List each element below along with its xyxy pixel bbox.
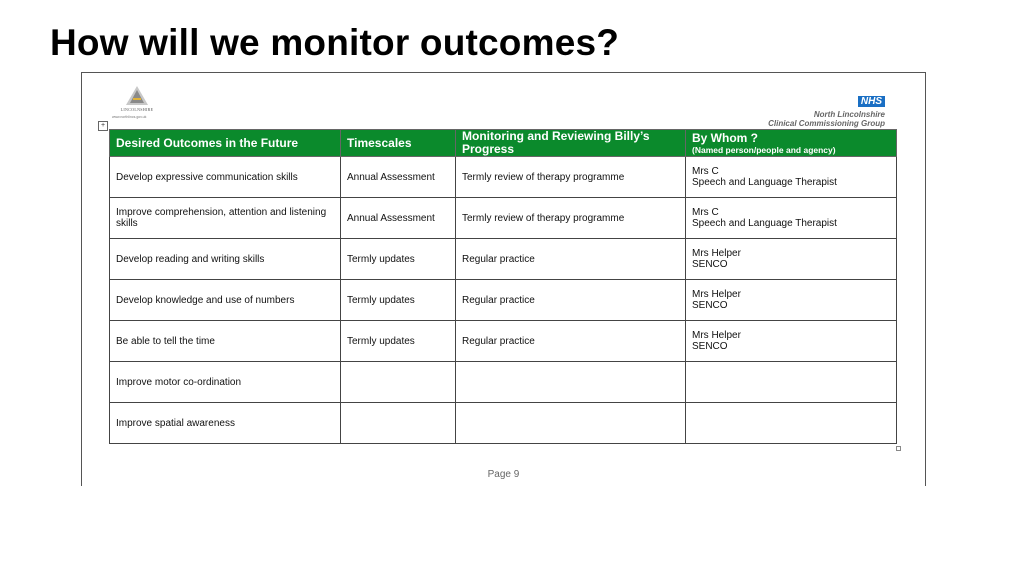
timescale-cell: Termly updates [341, 321, 456, 362]
council-logo-url: www.northlincs.gov.uk [112, 115, 147, 119]
outcome-cell: Improve comprehension, attention and listening skills [110, 198, 341, 239]
nhs-logo [768, 91, 885, 128]
header-monitoring: Monitoring and Reviewing Billy’s Progress [456, 130, 686, 157]
table-row [110, 198, 897, 239]
timescale-cell: Termly updates [341, 239, 456, 280]
header-outcomes: Desired Outcomes in the Future [110, 130, 341, 157]
monitoring-cell [456, 403, 686, 444]
table-row [110, 280, 897, 321]
table-row [110, 239, 897, 280]
by-whom-person: Mrs C [692, 166, 719, 177]
by-whom-cell [686, 239, 897, 280]
outcome-cell: Develop expressive communication skills [110, 157, 341, 198]
by-whom-cell [686, 321, 897, 362]
timescale-cell: Annual Assessment [341, 157, 456, 198]
monitoring-cell: Regular practice [456, 321, 686, 362]
mountain-logo-icon [124, 85, 150, 107]
outcome-cell: Improve spatial awareness [110, 403, 341, 444]
by-whom-cell [686, 157, 897, 198]
timescale-cell: Annual Assessment [341, 198, 456, 239]
by-whom-person: Mrs Helper [692, 289, 741, 300]
council-logo-name: LINCOLNSHIRE [120, 107, 154, 112]
monitoring-cell: Termly review of therapy programme [456, 198, 686, 239]
by-whom-agency: SENCO [692, 341, 728, 352]
table-row [110, 403, 897, 444]
header-by-whom [686, 130, 897, 157]
by-whom-person: Mrs Helper [692, 330, 741, 341]
timescale-cell [341, 362, 456, 403]
by-whom-agency: Speech and Language Therapist [692, 177, 837, 188]
by-whom-agency: Speech and Language Therapist [692, 218, 837, 229]
outcomes-table [109, 129, 897, 444]
by-whom-agency: SENCO [692, 300, 728, 311]
nhs-badge: NHS [858, 96, 885, 107]
by-whom-cell [686, 362, 897, 403]
by-whom-cell [686, 403, 897, 444]
council-logo [112, 85, 162, 121]
header-by-whom-sub: (Named person/people and agency) [692, 144, 836, 155]
header-timescales: Timescales [341, 130, 456, 157]
document-page [81, 72, 926, 486]
monitoring-cell [456, 362, 686, 403]
by-whom-agency: SENCO [692, 259, 728, 270]
outcome-cell: Develop reading and writing skills [110, 239, 341, 280]
table-header-row [110, 130, 897, 157]
monitoring-cell: Termly review of therapy programme [456, 157, 686, 198]
table-resize-handle[interactable] [896, 446, 901, 451]
page-number: Page 9 [487, 469, 520, 480]
table-row [110, 321, 897, 362]
timescale-cell [341, 403, 456, 444]
table-move-handle-icon[interactable]: + [98, 121, 108, 131]
org-subtitle: Clinical Commissioning Group [768, 119, 885, 128]
table-row [110, 362, 897, 403]
header-by-whom-title: By Whom ? [692, 130, 758, 145]
by-whom-cell [686, 280, 897, 321]
outcome-cell: Improve motor co-ordination [110, 362, 341, 403]
org-name: North Lincolnshire [813, 110, 885, 119]
by-whom-person: Mrs C [692, 207, 719, 218]
table-row [110, 157, 897, 198]
slide-title: How will we monitor outcomes? [50, 22, 620, 63]
by-whom-person: Mrs Helper [692, 248, 741, 259]
by-whom-cell [686, 198, 897, 239]
monitoring-cell: Regular practice [456, 239, 686, 280]
monitoring-cell: Regular practice [456, 280, 686, 321]
outcome-cell: Be able to tell the time [110, 321, 341, 362]
outcome-cell: Develop knowledge and use of numbers [110, 280, 341, 321]
timescale-cell: Termly updates [341, 280, 456, 321]
